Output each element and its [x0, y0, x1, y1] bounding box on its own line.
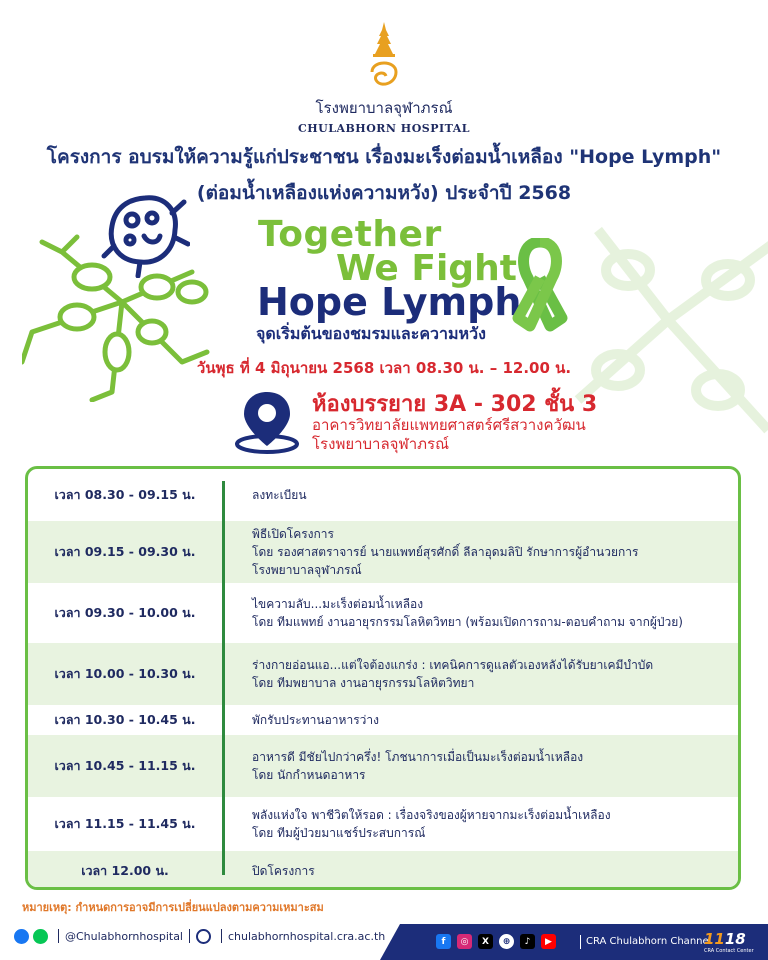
schedule-note: หมายเหตุ: กำหนดการอาจมีการเปลี่ยนแปลงตามความเหมาะสม	[22, 901, 324, 914]
schedule-time: เวลา 08.30 - 09.15 น.	[54, 487, 196, 502]
facebook-icon[interactable]	[14, 929, 29, 944]
project-title: โครงการ อบรมให้ความรู้แก่ประชาชน เรื่องมะเร็งต่อมน้ำเหลือง "Hope Lymph"	[46, 146, 722, 168]
tiktok-icon[interactable]: ♪	[520, 934, 535, 949]
schedule-line: ปิดโครงการ	[252, 864, 315, 878]
schedule-line: ไขความลับ...มะเร็งต่อมน้ำเหลือง	[252, 597, 424, 611]
schedule-row	[28, 735, 738, 797]
schedule-line: พิธีเปิดโครงการ	[252, 527, 334, 541]
schedule-line: โดย นักกำหนดอาหาร	[252, 768, 366, 782]
schedule-description	[222, 525, 638, 579]
social-icons	[436, 934, 562, 949]
campaign-tagline: จุดเริ่มต้นของชมรมและความหวัง	[256, 324, 486, 343]
x-icon[interactable]: X	[478, 934, 493, 949]
campaign-together: Together	[258, 214, 442, 255]
hospital-logo	[0, 22, 768, 135]
schedule-line: อาหารดี มีชัยไปกว่าครึ่ง! โภชนาการเมื่อเป็นมะเร็งต่อมน้ำเหลือง	[252, 750, 584, 764]
campaign-we-fight: We Fight	[336, 248, 517, 289]
call-center-label: CRA Contact Center	[704, 948, 754, 954]
awareness-ribbon-icon	[510, 238, 570, 334]
facebook-icon[interactable]: f	[436, 934, 451, 949]
hospital-name-english: CHULABHORN HOSPITAL	[298, 122, 470, 135]
footer-contacts	[14, 926, 385, 946]
schedule-time: เวลา 09.15 - 09.30 น.	[54, 544, 196, 559]
location-pin-icon	[234, 388, 300, 454]
schedule-description	[222, 862, 315, 880]
schedule-row	[28, 797, 738, 851]
schedule-description	[222, 711, 379, 729]
schedule-description	[222, 806, 611, 842]
globe-icon	[196, 929, 211, 944]
footer-website[interactable]: chulabhornhospital.cra.ac.th	[228, 929, 386, 943]
line-icon[interactable]	[33, 929, 48, 944]
schedule-time: เวลา 12.00 น.	[81, 863, 169, 878]
event-building: อาคารวิทยาลัยแพทยศาสตร์ศรีสวางควัฒน	[312, 416, 586, 434]
schedule-line: พลังแห่งใจ พาชีวิตให้รอด : เรื่องจริงของผู้หายจากมะเร็งต่อมน้ำเหลือง	[252, 808, 611, 822]
schedule-row	[28, 583, 738, 643]
schedule-line: โรงพยาบาลจุฬาภรณ์	[252, 563, 362, 577]
schedule-line: โดย รองศาสตราจารย์ นายแพทย์สุรศักดิ์ ลีลาอุดมลิปิ รักษาการผู้อำนวยการ	[252, 545, 639, 559]
schedule-line: โดย ทีมพยาบาล งานอายุรกรรมโลหิตวิทยา	[252, 676, 475, 690]
event-room: ห้องบรรยาย 3A - 302 ชั้น 3	[312, 392, 598, 417]
schedule-time: เวลา 10.45 - 11.15 น.	[54, 758, 196, 773]
schedule-time: เวลา 10.00 - 10.30 น.	[54, 666, 196, 681]
schedule-divider	[222, 481, 225, 875]
call-center-number: 1118	[704, 930, 746, 948]
youtube-icon[interactable]: ▶	[541, 934, 556, 949]
footer-separator	[580, 935, 581, 949]
channel-name[interactable]: CRA Chulabhorn Channel	[586, 936, 712, 947]
footer-separator	[189, 929, 190, 943]
schedule-row	[28, 705, 738, 735]
schedule-row	[28, 643, 738, 705]
footer-separator	[58, 929, 59, 943]
schedule-time: เวลา 11.15 - 11.45 น.	[54, 816, 196, 831]
schedule-line: ร่างกายอ่อนแอ...แต่ใจต้องแกร่ง : เทคนิคการดูแลตัวเองหลังได้รับยาเคมีบำบัด	[252, 658, 654, 672]
instagram-icon[interactable]: ◎	[457, 934, 472, 949]
campaign-hope-lymph: Hope Lymph	[257, 280, 522, 324]
schedule-row	[28, 469, 738, 521]
hospital-name-thai: โรงพยาบาลจุฬาภรณ์	[315, 99, 453, 117]
schedule-line: โดย ทีมผู้ป่วยมาแชร์ประสบการณ์	[252, 826, 426, 840]
schedule-line: ลงทะเบียน	[252, 488, 307, 502]
schedule-line: โดย ทีมแพทย์ งานอายุรกรรมโลหิตวิทยา (พร้อมเปิดการถาม-ตอบคำถาม จากผู้ป่วย)	[252, 615, 683, 629]
royal-crest-icon	[364, 22, 404, 92]
project-subtitle: (ต่อมน้ำเหลืองแห่งความหวัง) ประจำปี 2568	[196, 182, 572, 204]
footer-separator	[221, 929, 222, 943]
schedule-line: พักรับประทานอาหารว่าง	[252, 713, 379, 727]
schedule-row	[28, 521, 738, 583]
schedule-description	[222, 748, 583, 784]
schedule-description	[222, 595, 683, 631]
schedule-table	[25, 466, 741, 890]
schedule-time: เวลา 09.30 - 10.00 น.	[54, 605, 196, 620]
schedule-description	[222, 656, 653, 692]
globe-icon[interactable]: ⊕	[499, 934, 514, 949]
footer-handle[interactable]: @Chulabhornhospital	[65, 929, 183, 943]
schedule-description	[222, 486, 307, 504]
schedule-row	[28, 851, 738, 890]
schedule-time: เวลา 10.30 - 10.45 น.	[54, 712, 196, 727]
event-hospital: โรงพยาบาลจุฬาภรณ์	[312, 435, 449, 453]
event-date-time: วันพุธ ที่ 4 มิถุนายน 2568 เวลา 08.30 น. – 12.00 น.	[196, 359, 572, 377]
